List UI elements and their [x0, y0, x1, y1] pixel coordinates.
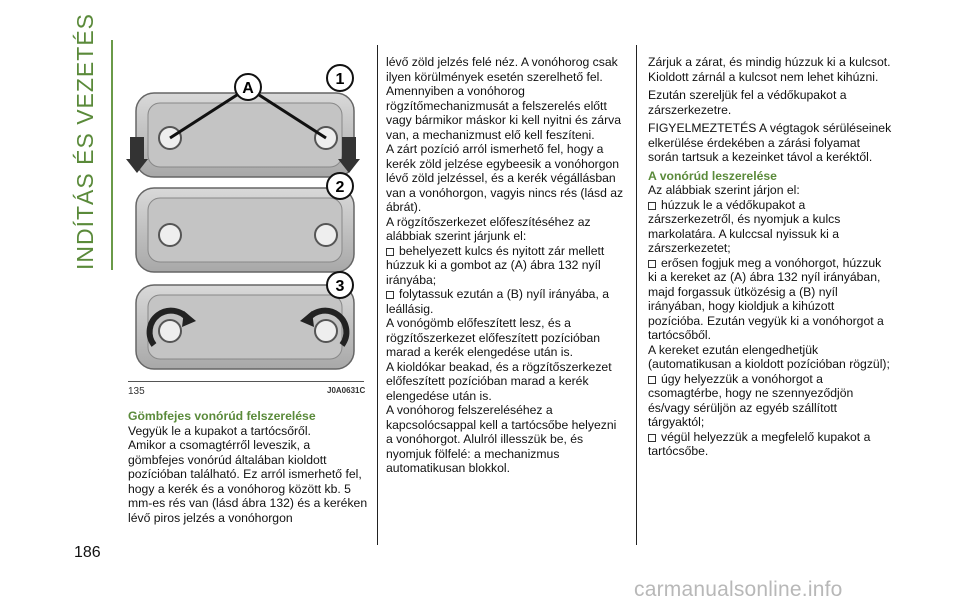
side-rule	[111, 40, 113, 270]
label-A: A	[242, 80, 254, 97]
figure-panel-3	[136, 272, 354, 369]
column-1	[128, 409, 368, 525]
paragraph: lévő zöld jelzés felé néz. A vonóhorog csak ilyen körülmények esetén szerelhető fel.	[386, 55, 618, 84]
tow-hook-illustration	[126, 45, 366, 385]
column-3	[648, 55, 892, 459]
bullet-icon	[648, 260, 656, 268]
section-heading-remove: A vonórúd leszerelése	[648, 168, 777, 183]
bullet-icon	[648, 202, 656, 210]
paragraph: Ezután szereljük fel a védőkupakot a zárszerkezetre.	[648, 88, 847, 117]
bullet-item: húzzuk le a védőkupakot a zárszerkezetről, és nyomjuk a kulcs markolatára. A kulccsal nyissuk ki a zárszerkezetet;	[648, 197, 841, 255]
watermark: carmanualsonline.info	[634, 578, 843, 601]
paragraph: A zárt pozíció arról ismerhető fel, hogy a kerék zöld jelzése egybeesik a vonóhorgon lévő zöld jelzéssel, és a kerék végállásban van a vonóhorgon, vagyis nincs rés (lásd az ábrát).	[386, 142, 624, 214]
bullet-icon	[386, 291, 394, 299]
section-side-title	[72, 13, 112, 270]
figure-code: J0A0631C	[327, 386, 366, 395]
bullet-item: behelyezett kulcs és nyitott zár mellett húzzuk ki a gombot az (A) ábra 132 nyíl irányába;	[386, 243, 605, 287]
bullet-icon	[648, 434, 656, 442]
paragraph: A rögzítőszerkezet előfeszítéséhez az alábbiak szerint járjunk el:	[386, 214, 591, 243]
paragraph: Zárjuk a zárat, és mindig húzzuk ki a kulcsot. Kioldott zárnál a kulcsot nem lehet kihúzni.	[648, 55, 891, 84]
section-side-title-text: INDÍTÁS ÉS VEZETÉS	[72, 13, 98, 270]
bullet-item: folytassuk ezután a (B) nyíl irányába, a leállásig.	[386, 287, 610, 316]
paragraph: A kioldókar beakad, és a rögzítőszerkezet előfeszített pozícióban marad a kerék elengedése után is.	[386, 359, 612, 403]
page-number: 186	[74, 544, 101, 561]
column-divider	[636, 45, 637, 545]
label-2: 2	[335, 179, 345, 196]
section-heading-install: Gömbfejes vonórúd felszerelése	[128, 409, 316, 423]
paragraph: Vegyük le a kupakot a tartócsőről.	[128, 423, 311, 438]
label-3: 3	[335, 278, 345, 295]
bullet-icon	[386, 248, 394, 256]
bullet-item: úgy helyezzük a vonóhorgot a csomagtérbe, hogy ne szennyeződjön és/vagy sérüljön az egyéb szállított tárgyaktól;	[648, 371, 854, 429]
figure-caption-rule	[128, 381, 364, 382]
column-2	[386, 55, 626, 476]
paragraph: Az alábbiak szerint járjon el:	[648, 183, 800, 197]
warning-paragraph: FIGYELMEZTETÉS A végtagok sérüléseinek elkerülése érdekében a zárási folyamat során tartsuk a kezeinket távol a keréktől.	[648, 121, 892, 164]
bullet-icon	[648, 376, 656, 384]
paragraph: A vonóhorog felszereléséhez a kapcsolócsappal kell a tartócsőbe helyezni a vonóhorgot. Alulról illesszük be, és nyomjuk fölfelé: a mechanizmus automatikusan blokkol.	[386, 403, 617, 475]
bullet-item: végül helyezzük a megfelelő kupakot a tartócsőbe.	[648, 429, 871, 458]
column-divider	[377, 45, 378, 545]
paragraph: Amikor a csomagtérről leveszik, a gömbfejes vonórúd általában kioldott pozícióban található. Ez arról ismerhető fel, hogy a kerék és a vonóhorog között kb. 5 mm-es rés van (lásd ábra 132) és a keréken lévő piros jelzés a vonóhorgon	[128, 438, 368, 525]
tow-hook-figure	[126, 45, 366, 385]
figure-number: 135	[128, 386, 145, 397]
figure-panel-1	[126, 65, 360, 177]
bullet-item: erősen fogjuk meg a vonóhorgot, húzzuk ki a kereket az (A) ábra 132 nyíl irányában, majd forgassuk ütközésig a (B) nyíl irányában, hogy kioldjuk a kihúzott pozícióba. Ezután vegyük ki a vonóhorgot a tartócsőből.	[648, 255, 884, 342]
label-1: 1	[335, 71, 345, 88]
figure-panel-2	[136, 173, 354, 272]
paragraph: Amennyiben a vonóhorog rögzítőmechanizmusát a felszerelés előtt vagy bármikor máskor ki kell nyitni és zárva van, a mechanizmust elő kell feszíteni.	[386, 84, 622, 142]
paragraph: A vonógömb előfeszített lesz, és a rögzítőszerkezet előfeszített pozícióban marad a kerék elengedése után is.	[386, 316, 601, 359]
paragraph: A kereket ezután elengedhetjük (automatikusan a kioldott pozícióban rögzül);	[648, 342, 890, 371]
